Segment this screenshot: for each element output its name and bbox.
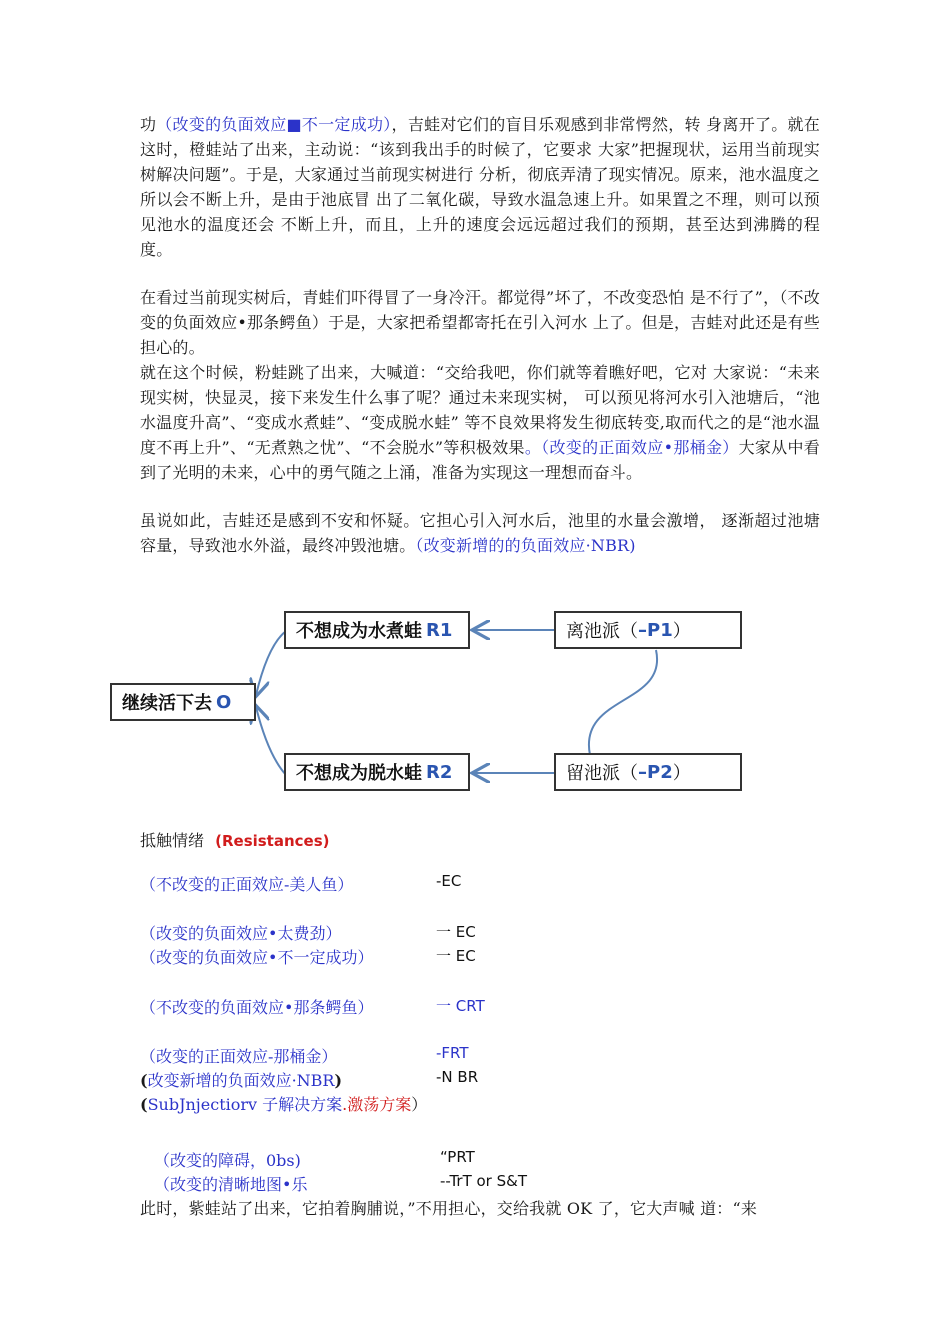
resistance-code: -N BR — [436, 1068, 479, 1086]
resistance-code: 一 EC — [436, 923, 476, 941]
text-run: 功 — [140, 115, 157, 134]
annotation-blue: （改变新增的的负面效应·NBR) — [415, 536, 636, 555]
p2-label: 留池派（ — [566, 763, 638, 784]
text-run: 大家从中看到了光明的未来，心中的勇气随之上涌，准备为实现这一理想而奋斗。 — [140, 438, 820, 482]
paragraph-4 — [140, 508, 820, 558]
p2-close: ） — [672, 763, 691, 784]
resistance-label: (SubJnjectiorv 子解决方案.激荡方案） — [140, 1095, 428, 1114]
closing-line: 此时，紫蛙站了出来，它拍着胸脯说，”不用担心，交给我就 OK 了，它大声喊 道：“来 — [140, 1199, 758, 1218]
arrow-r2-to-o — [256, 707, 286, 775]
p2-tag: –P2 — [638, 761, 673, 783]
paragraph-3 — [140, 360, 820, 485]
paragraph-2 — [140, 285, 820, 360]
objective-tag: O — [216, 691, 232, 713]
r2-label: 不想成为脱水蛙 — [296, 763, 422, 784]
conflict-curve — [589, 650, 657, 755]
annotation-blue: 。（改变的正面效应•那桶金） — [524, 438, 739, 457]
prerequisite-p1-box — [554, 611, 742, 649]
requirement-r1-box — [284, 611, 470, 649]
arrow-r1-to-o — [256, 631, 286, 695]
p1-tag: –P1 — [638, 619, 673, 641]
resistance-code: 一 CRT — [436, 997, 485, 1015]
annotation-blue: （改变的负面效应■不一定成功） — [156, 115, 392, 134]
resistance-label: （改变的负面效应•太费劲） — [140, 924, 342, 943]
resistance-label: （改变的障碍，0bs) — [154, 1151, 301, 1170]
resistance-label: (改变新增的负面效应·NBR) — [140, 1071, 343, 1090]
resistance-label: （改变的正面效应-那桶金） — [140, 1047, 338, 1066]
r1-tag: R1 — [426, 619, 453, 641]
resistance-label: （改变的清晰地图•乐 — [154, 1175, 308, 1194]
text-run: ，吉蛙对它们的盲目乐观感到非常愕然，转 身离开了。就在这时，橙蛙站了出来，主动说：“该到我出手的时候了，它要求 大家”把握现状，运用当前现实树解决问题”。于是，大家通过当前现实树进行 分析，彻底弄清了现实情况。原来，池水温度之所以会不断上升，是由于池底冒 出了二氧化碳，导致水温急速上升。如果置之不理，则可以预见池水的温度还会 不断上升，而且，上升的速度会远远超过我们的预期，甚至达到沸腾的程度。 — [140, 115, 820, 259]
p1-label: 离池派（ — [566, 621, 638, 642]
heading-en: (Resistances) — [215, 832, 330, 850]
heading-text: 抵触情绪 — [140, 831, 205, 850]
text-run: 虽说如此，吉蛙还是感到不安和怀疑。它担心引入河水后，池里的水量会激增， 逐渐超过池塘容量，导致池水外溢，最终冲毁池塘。 — [140, 511, 820, 555]
objective-label: 继续活下去 — [122, 693, 212, 714]
prerequisite-p2-box — [554, 753, 742, 791]
resistance-label: （不改变的正面效应-美人鱼） — [140, 875, 354, 894]
resistance-code: “PRT — [440, 1148, 475, 1166]
text-run: 在看过当前现实树后，青蛙们吓得冒了一身冷汗。都觉得”坏了，不改变恐怕 是不行了”，（不改变的负面效应•那条鳄鱼） — [140, 288, 820, 332]
objective-box — [110, 683, 256, 721]
resistances-heading — [140, 828, 330, 850]
text-run: 就在这个时候，粉蛙跳了出来，大喊道：“交给我吧，你们就等着瞧好吧，它对 大家说：“未来现实树，快显灵，接下来发生什么事了呢？通过未来现实树， 可以预见将河水引入池塘后，“池水温度升高”、“变成水煮蛙”、“变成脱水蛙” 等不良效果将发生彻底转变,取而代之的是“池水温度不再上升”、“无煮熟之忧”、“不会脱水”等积极效果 — [140, 363, 820, 457]
text-run: 于是，大家把希望都寄托在引入河水 上了。但是，吉蛙对此还是有些担心的。 — [140, 313, 820, 357]
requirement-r2-box — [284, 753, 470, 791]
paragraph-1 — [140, 112, 820, 262]
conflict-diagram — [108, 605, 748, 800]
resistance-code: --TrT or S&T — [440, 1172, 527, 1190]
resistance-code: 一 EC — [436, 947, 476, 965]
r1-label: 不想成为水煮蛙 — [296, 621, 422, 642]
resistance-code: -FRT — [436, 1044, 469, 1062]
resistance-code: -EC — [436, 872, 462, 890]
p1-close: ） — [672, 621, 691, 642]
r2-tag: R2 — [426, 761, 453, 783]
resistance-label: （不改变的负面效应•那条鳄鱼） — [140, 998, 374, 1017]
document-body — [140, 112, 820, 558]
resistance-label: （改变的负面效应•不一定成功） — [140, 948, 374, 967]
